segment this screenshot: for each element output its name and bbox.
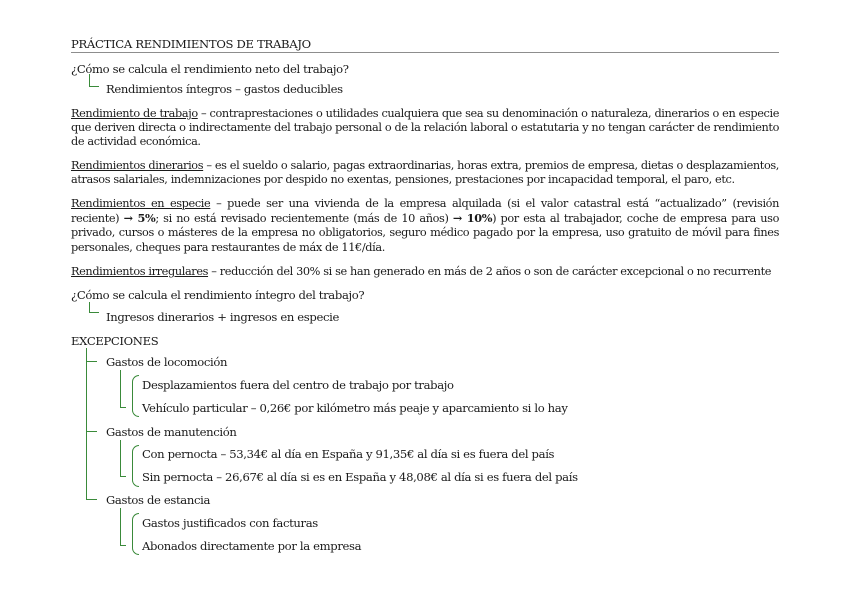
question-rendimiento-neto: ¿Cómo se calcula el rendimiento neto del trabajo? — [71, 62, 349, 76]
definition-rendimientos-dinerarios: – es el sueldo o salario, pagas extraordinarias, horas extra, premios de empresa, dietas o desplazamientos, atrasos salariales, indemnizaciones por despido no exentas, pensiones, prestaciones por incapacidad temporal, el paro, etc. — [71, 159, 779, 187]
item-con-pernocta: Con pernocta – 53,34€ al día en España y 91,35€ al día si es fuera del país — [142, 447, 555, 461]
definition-rendimiento-trabajo: – contraprestaciones o utilidades cualquiera que sea su denominación o naturaleza, dinerarios o en especie que deriven directa o indirectamente del trabajo personal o de la relación laboral o estatutaria y no tengan carácter de rendimiento de actividad económica. — [71, 107, 779, 149]
rate-no-revisado: → 10% — [452, 211, 493, 226]
document-title: PRÁCTICA RENDIMIENTOS DE TRABAJO — [71, 37, 779, 53]
definition-especie-part3: ) por esta al trabajador, coche de empresa para uso privado, cursos o másteres de la empresa no obligatorios, seguro médico pagado por la empresa, uso gratuito de móvil para fines personales, cheques para restaurantes de máx de 11€/día. — [71, 212, 779, 254]
paragraph-rendimientos-irregulares — [71, 265, 779, 279]
rate-actualizado: → 5% — [123, 211, 156, 226]
group-gastos-manutencion: Gastos de manutención — [106, 425, 237, 439]
paragraph-rendimientos-especie — [71, 197, 779, 255]
tree-branch — [86, 499, 97, 500]
item-vehiculo-particular: Vehículo particular – 0,26€ por kilómetro más peaje y aparcamiento si lo hay — [142, 401, 568, 415]
term-rendimientos-especie: Rendimientos en especie — [71, 197, 211, 210]
subtree-branch — [120, 407, 126, 408]
term-rendimientos-dinerarios: Rendimientos dinerarios — [71, 159, 204, 172]
subtree-branch — [120, 476, 126, 477]
answer-rendimiento-integro: Ingresos dinerarios + ingresos en especie — [106, 310, 339, 324]
item-gastos-justificados: Gastos justificados con facturas — [142, 516, 318, 530]
bracket-icon — [132, 513, 139, 555]
tree-branch — [86, 431, 97, 432]
term-rendimientos-irregulares: Rendimientos irregulares — [71, 265, 209, 278]
tree-branch — [86, 361, 97, 362]
subtree-line — [120, 370, 121, 407]
definition-rendimientos-irregulares: – reducción del 30% si se han generado en más de 2 años o son de carácter excepcional o no recurrente — [208, 265, 772, 278]
excepciones-heading: EXCEPCIONES — [71, 334, 159, 348]
connector-hook — [89, 74, 99, 87]
paragraph-rendimiento-trabajo — [71, 107, 779, 150]
definition-especie-part1: – puede ser una vivienda de la empresa alquilada (si el valor catastral está “actualizado” (revisión reciente) — [71, 197, 779, 226]
definition-especie-part2: ; si no está revisado recientemente (más de 10 años) — [155, 212, 453, 226]
paragraph-rendimientos-dinerarios — [71, 159, 779, 187]
item-desplazamientos: Desplazamientos fuera del centro de trabajo por trabajo — [142, 378, 454, 392]
group-gastos-estancia: Gastos de estancia — [106, 493, 211, 507]
group-gastos-locomocion: Gastos de locomoción — [106, 355, 228, 369]
subtree-line — [120, 440, 121, 476]
bracket-icon — [132, 375, 139, 417]
item-abonados-empresa: Abonados directamente por la empresa — [142, 539, 362, 553]
subtree-line — [120, 508, 121, 545]
question-rendimiento-integro: ¿Cómo se calcula el rendimiento íntegro del trabajo? — [71, 288, 365, 302]
item-sin-pernocta: Sin pernocta – 26,67€ al día si es en España y 48,08€ al día si es fuera del país — [142, 470, 578, 484]
term-rendimiento-trabajo: Rendimiento de trabajo — [71, 107, 198, 120]
connector-hook — [89, 302, 99, 313]
answer-rendimiento-neto: Rendimientos íntegros – gastos deducibles — [106, 82, 343, 96]
subtree-branch — [120, 545, 126, 546]
tree-trunk-line — [86, 348, 87, 499]
bracket-icon — [132, 445, 139, 487]
